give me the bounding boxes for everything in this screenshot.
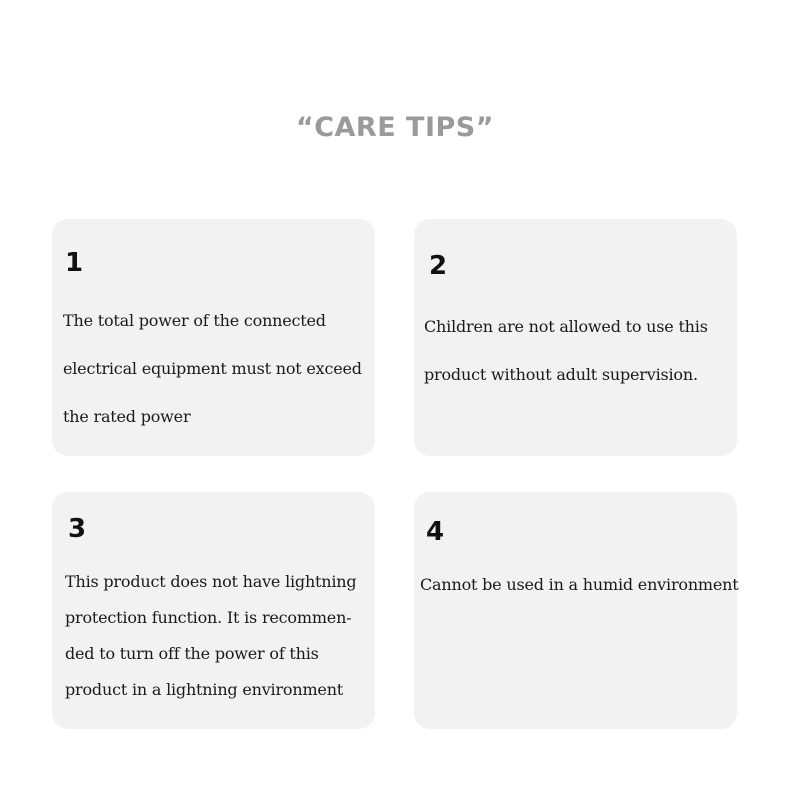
tip-line: Cannot be used in a humid environment (420, 575, 739, 594)
tip-card-2 (414, 219, 737, 456)
tip-number: 1 (65, 248, 84, 278)
tip-card-1 (52, 219, 375, 456)
tip-card-3 (52, 492, 375, 729)
tip-line: The total power of the connected (63, 311, 326, 330)
tip-line: the rated power (63, 407, 191, 426)
tip-line: Children are not allowed to use this (424, 317, 708, 336)
tip-line: product in a lightning environment (65, 680, 344, 699)
tip-text (420, 570, 738, 600)
tip-text (65, 564, 377, 708)
tip-line: ded to turn off the power of this (65, 644, 319, 663)
tip-number: 4 (426, 517, 445, 547)
tip-text (63, 297, 375, 441)
tip-text (424, 303, 736, 399)
tip-card-4 (414, 492, 737, 729)
page-title: “CARE TIPS” (295, 112, 495, 143)
tip-line: product without adult supervision. (424, 365, 698, 384)
tip-line: This product does not have lightning (65, 572, 357, 591)
tip-line: electrical equipment must not exceed (63, 359, 362, 378)
tip-line: protection function. It is recommen- (65, 608, 352, 627)
tip-number: 2 (429, 251, 448, 281)
tip-number: 3 (68, 514, 87, 544)
